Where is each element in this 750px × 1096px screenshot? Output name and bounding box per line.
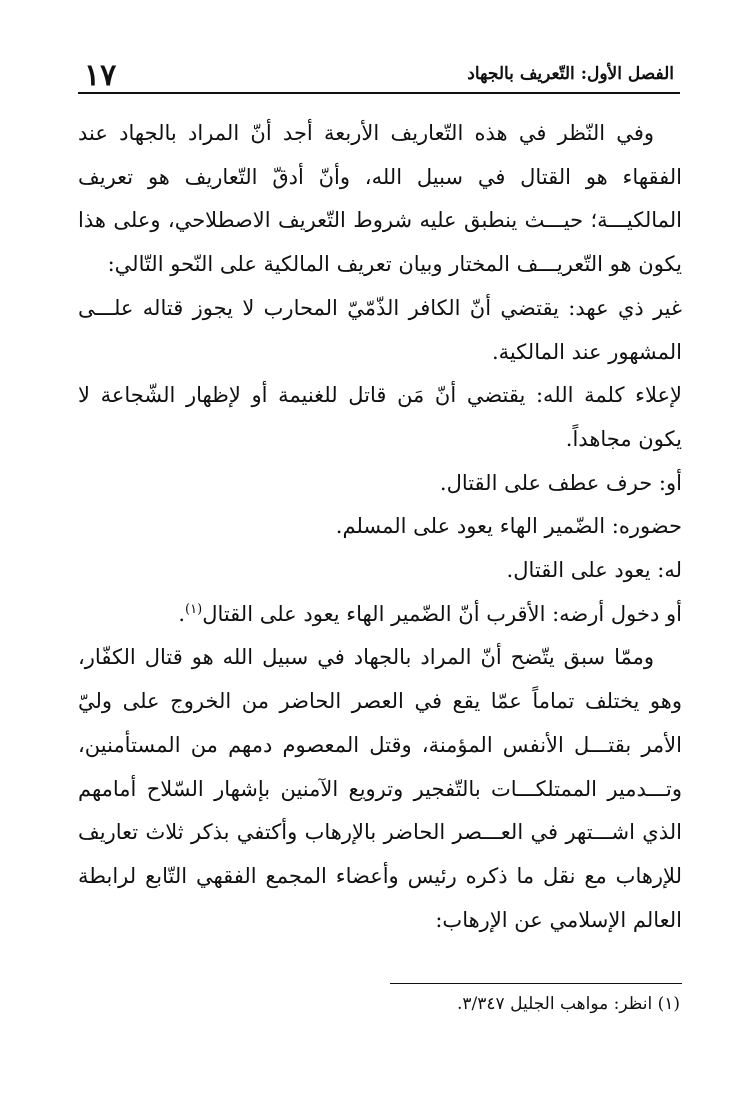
body-text <box>78 112 682 942</box>
paragraph-aw-dukhul-ardihi-text: أو دخول أرضه: الأقرب أنّ الضّمير الهاء يعود على القتال <box>202 601 682 626</box>
paragraph-hudurihi: حضوره: الضّمير الهاء يعود على المسلم. <box>335 514 682 539</box>
paragraph-intro: وفي النّظر في هذه التّعاريف الأربعة أجد أنّ المراد بالجهاد عند الفقهاء هو القتال في سبيل الله، وأنّ أدقّ التّعاريف هو تعريف المالكيـــة؛ حيـــث ينطبق عليه شروط التّعريف الاصطلاحي، وعلى هذا يكون هو التّعريـــف المختار وبيان تعريف المالكية على النّحو التّالي: <box>78 121 682 277</box>
footnote-reference: (١) <box>185 601 203 617</box>
paragraph-aw-dukhul-ardihi <box>78 593 682 637</box>
page-number: ١٧ <box>84 58 117 93</box>
chapter-title: الفصل الأول: التّعريف بالجهاد <box>467 64 674 84</box>
paragraph-conclusion: وممّا سبق يتّضح أنّ المراد بالجهاد في سبيل الله هو قتال الكفّار، وهو يختلف تماماً عمّا يقع في العصر الحاضر من الخروج على وليّ الأمر بقتـــل الأنفس المؤمنة، وقتل المعصوم دمهم من المستأمنين، وتـــدمير الممتلكـــات بالتّفجير وترويع الآمنين بإشهار السّلاح أمامهم الذي اشـــتهر في العـــصر الحاضر بالإرهاب وأكتفي بذكر ثلاث تعاريف للإرهاب مع نقل ما ذكره رئيس وأعضاء المجمع الفقهي التّابع لرابطة العالم الإسلامي عن الإرهاب: <box>78 645 682 932</box>
running-header <box>78 56 680 94</box>
paragraph-li-ilai-kalimat-allah: لإعلاء كلمة الله: يقتضي أنّ مَن قاتل للغنيمة أو لإظهار الشّجاعة لا يكون مجاهداً. <box>78 383 682 451</box>
paragraph-aw: أو: حرف عطف على القتال. <box>439 470 682 495</box>
footnote: (١) انظر: مواهب الجليل ٣/٣٤٧. <box>457 994 680 1014</box>
footnote-reference-suffix: . <box>178 601 186 626</box>
footnote-separator <box>390 983 682 984</box>
paragraph-lahu: له: يعود على القتال. <box>506 558 682 583</box>
paragraph-ghair-dhi-ahd: غير ذي عهد: يقتضي أنّ الكافر الذّمّيّ المحارب لا يجوز قتاله علـــى المشهور عند المالكية. <box>78 295 682 364</box>
